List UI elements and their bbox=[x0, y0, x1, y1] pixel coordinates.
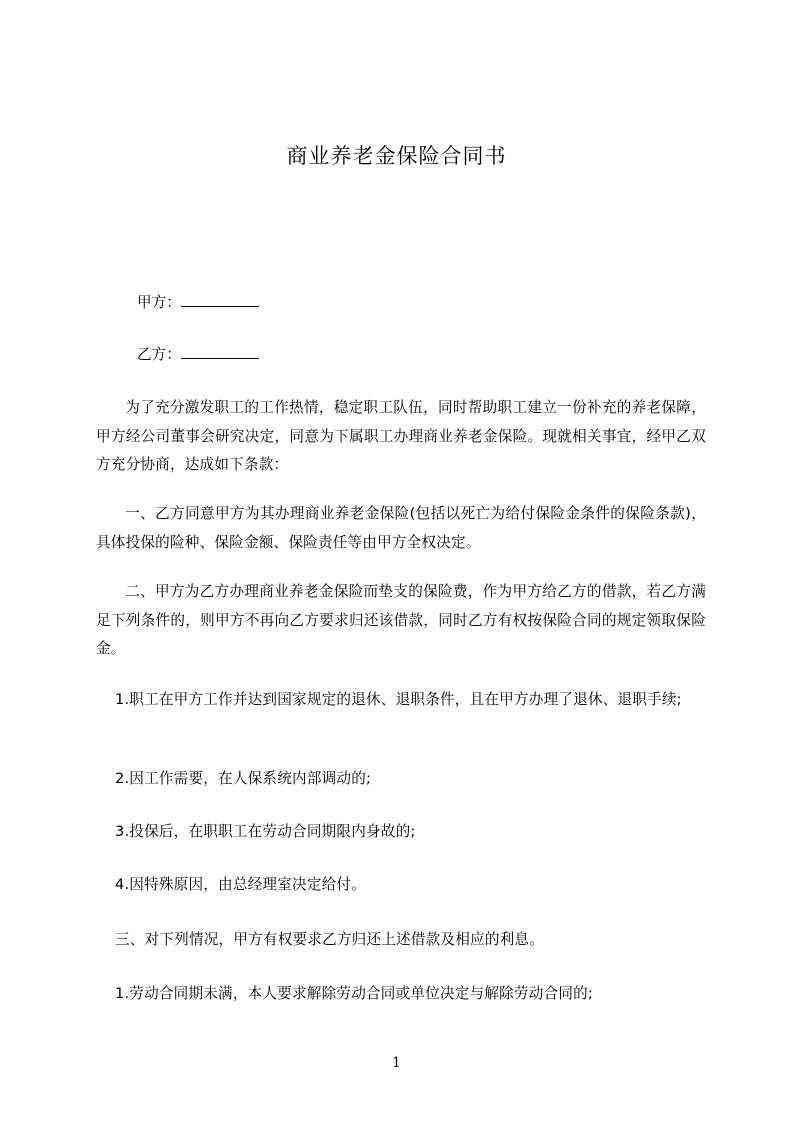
party-b-line bbox=[137, 344, 259, 365]
paragraph-item-4: 4.因特殊原因，由总经理室决定给付。 bbox=[114, 876, 366, 893]
paragraph-clause-3: 三、对下列情况，甲方有权要求乙方归还上述借款及相应的利息。 bbox=[114, 931, 544, 948]
party-a-line bbox=[137, 292, 259, 313]
paragraph-item-5: 1.劳动合同期未满，本人要求解除劳动合同或单位决定与解除劳动合同的; bbox=[114, 985, 594, 1002]
party-b-label: 乙方： bbox=[137, 346, 181, 363]
paragraph-clause-1: 一、乙方同意甲方为其办理商业养老金保险(包括以死亡为给付保险金条件的保险条款)，具体投保的险种、保险金额、保险责任等由甲方全权决定。 bbox=[96, 505, 706, 551]
party-a-blank bbox=[181, 292, 259, 307]
party-b-blank bbox=[181, 344, 259, 359]
document-title: 商业养老金保险合同书 bbox=[286, 144, 507, 168]
paragraph-item-2: 2.因工作需要，在人保系统内部调动的; bbox=[114, 770, 372, 787]
paragraph-item-3: 3.投保后，在职职工在劳动合同期限内身故的; bbox=[114, 823, 416, 840]
page-number: 1 bbox=[392, 1055, 401, 1071]
paragraph-item-1: 1.职工在甲方工作并达到国家规定的退休、退职条件，且在甲方办理了退休、退职手续; bbox=[114, 691, 682, 708]
party-a-label: 甲方： bbox=[137, 294, 181, 311]
paragraph-clause-2: 二、甲方为乙方办理商业养老金保险而垫支的保险费，作为甲方给乙方的借款，若乙方满足下列条件的，则甲方不再向乙方要求归还该借款，同时乙方有权按保险合同的规定领取保险金。 bbox=[96, 583, 706, 657]
paragraph-intro: 为了充分激发职工的工作热情，稳定职工队伍，同时帮助职工建立一份补充的养老保障，甲方经公司董事会研究决定，同意为下属职工办理商业养老金保险。现就相关事宜，经甲乙双方充分协商，达成如下条款： bbox=[96, 399, 706, 473]
